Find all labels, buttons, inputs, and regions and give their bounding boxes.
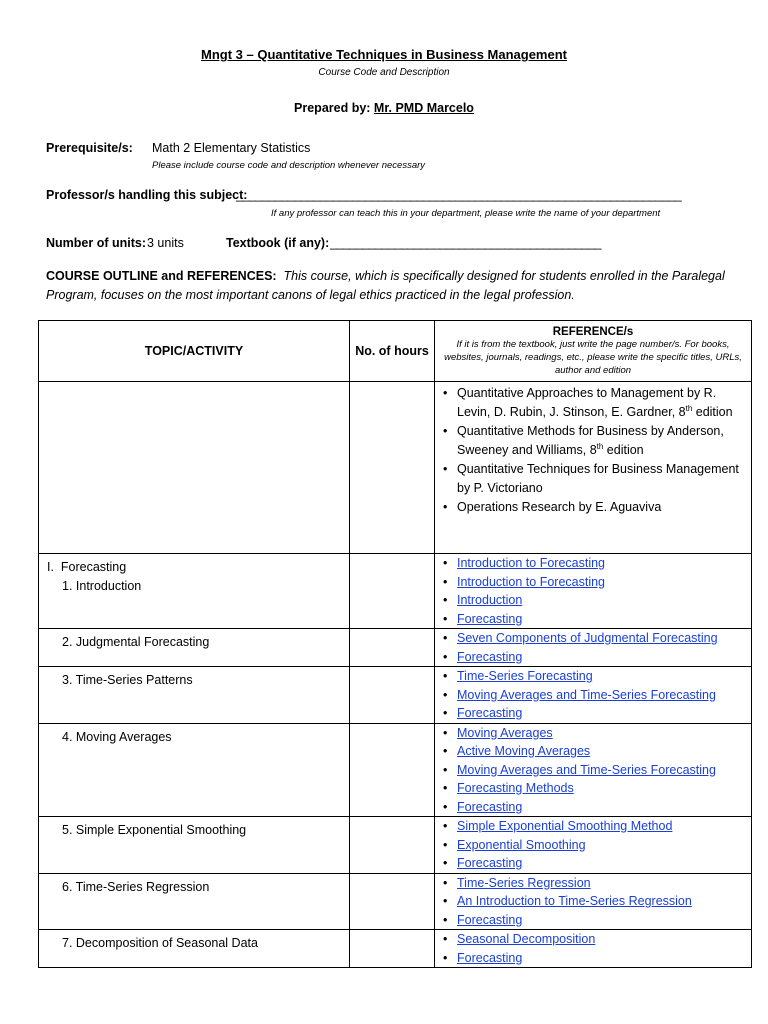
reference-link[interactable]: An Introduction to Time-Series Regression [457,894,692,908]
reference-list [435,930,751,967]
reference-link[interactable]: Seasonal Decomposition [457,932,596,946]
book-item [441,422,751,460]
header-reference-note: If it is from the textbook, just write the page number/s. For books, websites, journals, readings, etc., please write the specific titles, URLs, author and edition [444,338,742,376]
reference-list [435,667,751,723]
book-item [441,498,751,517]
book-edition-sup: th [685,403,693,413]
header-reference [435,321,752,382]
reference-cell [435,667,752,724]
reference-cell [435,723,752,817]
reference-item [441,930,751,949]
hours-cell [350,873,435,930]
textbook-blank: __________________________________________ [330,236,601,250]
course-subtitle: Course Code and Description [318,67,450,78]
topic-cell [39,667,350,724]
reference-list [435,817,751,873]
reference-item [441,704,751,723]
table-row [39,873,752,930]
reference-link[interactable]: Moving Averages and Time-Series Forecasting [457,687,716,702]
reference-link[interactable]: Introduction [457,593,523,607]
reference-link[interactable]: Time-Series Forecasting [457,669,593,683]
reference-link[interactable]: Seven Components of Judgmental Forecasting [457,631,718,645]
table-row [39,817,752,874]
table-row [39,629,752,667]
course-outline [46,267,726,305]
reference-link[interactable]: Simple Exponential Smoothing Method [457,819,673,833]
units-label: Number of units: [46,236,146,250]
reference-link[interactable]: Introduction to Forecasting [457,574,605,589]
reference-item [441,610,751,629]
reference-list [435,554,751,628]
reference-item [441,779,751,798]
table-row [39,667,752,724]
header-hours: No. of hours [350,321,435,382]
reference-item [441,573,751,592]
professor-blank: _____________________________________________________________________ [236,188,682,202]
prerequisite-label: Prerequisite/s: [46,141,133,155]
topic-label: 3. Time-Series Patterns [62,673,193,687]
topic-cell [39,554,350,629]
topic-label: I. Forecasting [47,560,127,574]
header-reference-title: REFERENCE/s [552,325,634,338]
reference-item [441,724,751,743]
hours-cell [350,723,435,817]
course-outline-label: COURSE OUTLINE and REFERENCES: [46,269,277,283]
topic-cell [39,873,350,930]
reference-item [441,798,751,817]
reference-link[interactable]: Active Moving Averages [457,744,591,758]
professor-note: If any professor can teach this in your department, please write the name of your department [271,208,661,219]
topic-cell [39,930,350,968]
topic-cell [39,382,350,554]
hours-cell [350,667,435,724]
reference-item [441,591,751,610]
book-edition-sup: th [596,441,604,451]
topic-cell [39,629,350,667]
prerequisite-value: Math 2 Elementary Statistics [152,141,311,155]
topic-label: 7. Decomposition of Seasonal Data [62,936,258,950]
reference-item [441,949,751,968]
book-item [441,384,751,422]
reference-link[interactable]: Moving Averages and Time-Series Forecasting [457,762,716,777]
table-row [39,930,752,968]
reference-item [441,761,751,780]
table-row [39,554,752,629]
hours-cell [350,382,435,554]
book-text: Quantitative Approaches to Management by R. Levin, D. Rubin, J. Stinson, E. Gardner, 8 [457,386,717,419]
reference-item [441,874,751,893]
reference-item [441,854,751,873]
course-outline-text: This course, which is specifically designed for students enrolled in the Paralegal Program, focuses on the most important canons of legal ethics practiced in the legal profession. [46,269,725,302]
topic-label: 2. Judgmental Forecasting [62,635,210,649]
reference-link[interactable]: Time-Series Regression [457,875,591,890]
prerequisite-note: Please include course code and description whenever necessary [152,160,426,171]
textbook-label: Textbook (if any): [226,236,330,250]
hours-cell [350,817,435,874]
reference-item [441,817,751,836]
books-row [39,382,752,554]
course-table [38,320,752,968]
book-text: Quantitative Techniques for Business Management by P. Victoriano [457,462,739,495]
course-title: Mngt 3 – Quantitative Techniques in Business Management [201,47,567,62]
reference-cell [435,817,752,874]
reference-link[interactable]: Forecasting [457,950,523,965]
book-text: Operations Research by E. Aguaviva [457,500,662,514]
reference-link[interactable]: Forecasting [457,856,523,870]
reference-item [441,648,751,667]
reference-cell [435,382,752,554]
reference-item [441,667,751,686]
book-item [441,460,751,498]
table-row [39,723,752,817]
reference-cell [435,554,752,629]
reference-link[interactable]: Forecasting [457,706,523,720]
topic-label: 4. Moving Averages [62,729,172,744]
topic-label: 6. Time-Series Regression [62,879,210,894]
reference-cell [435,930,752,968]
topic-cell [39,817,350,874]
reference-list [435,629,751,666]
reference-link[interactable]: Moving Averages [457,725,553,740]
prepared-by [0,101,768,115]
book-text-after: edition [603,443,644,457]
hours-cell [350,629,435,667]
reference-link[interactable]: Forecasting [457,611,523,626]
reference-cell [435,873,752,930]
prepared-by-name: Mr. PMD Marcelo [373,101,474,115]
book-list [435,382,751,517]
subtopic-label: 1. Introduction [62,579,142,593]
reference-item [441,911,751,930]
reference-link[interactable]: Forecasting [457,799,523,814]
hours-cell [350,930,435,968]
reference-item [441,742,751,761]
reference-item [441,686,751,705]
book-text: Quantitative Methods for Business by Anderson, Sweeney and Williams, 8 [457,424,724,457]
hours-cell [350,554,435,629]
reference-cell [435,629,752,667]
reference-item [441,629,751,648]
reference-item [441,836,751,855]
reference-item [441,554,751,573]
header-topic: TOPIC/ACTIVITY [39,321,350,382]
prepared-by-label: Prepared by: [294,101,374,115]
reference-list [435,874,751,930]
professor-label: Professor/s handling this subject: [46,188,248,202]
reference-list [435,724,751,817]
units-value: 3 units [147,236,184,250]
reference-link[interactable]: Introduction to Forecasting [457,556,605,570]
topic-label: 5. Simple Exponential Smoothing [62,823,247,837]
topic-cell [39,723,350,817]
reference-link[interactable]: Forecasting [457,649,523,664]
reference-item [441,892,751,911]
reference-link[interactable]: Forecasting Methods [457,781,574,795]
reference-link[interactable]: Forecasting [457,912,523,927]
book-text-after: edition [692,405,733,419]
reference-link[interactable]: Exponential Smoothing [457,837,586,852]
